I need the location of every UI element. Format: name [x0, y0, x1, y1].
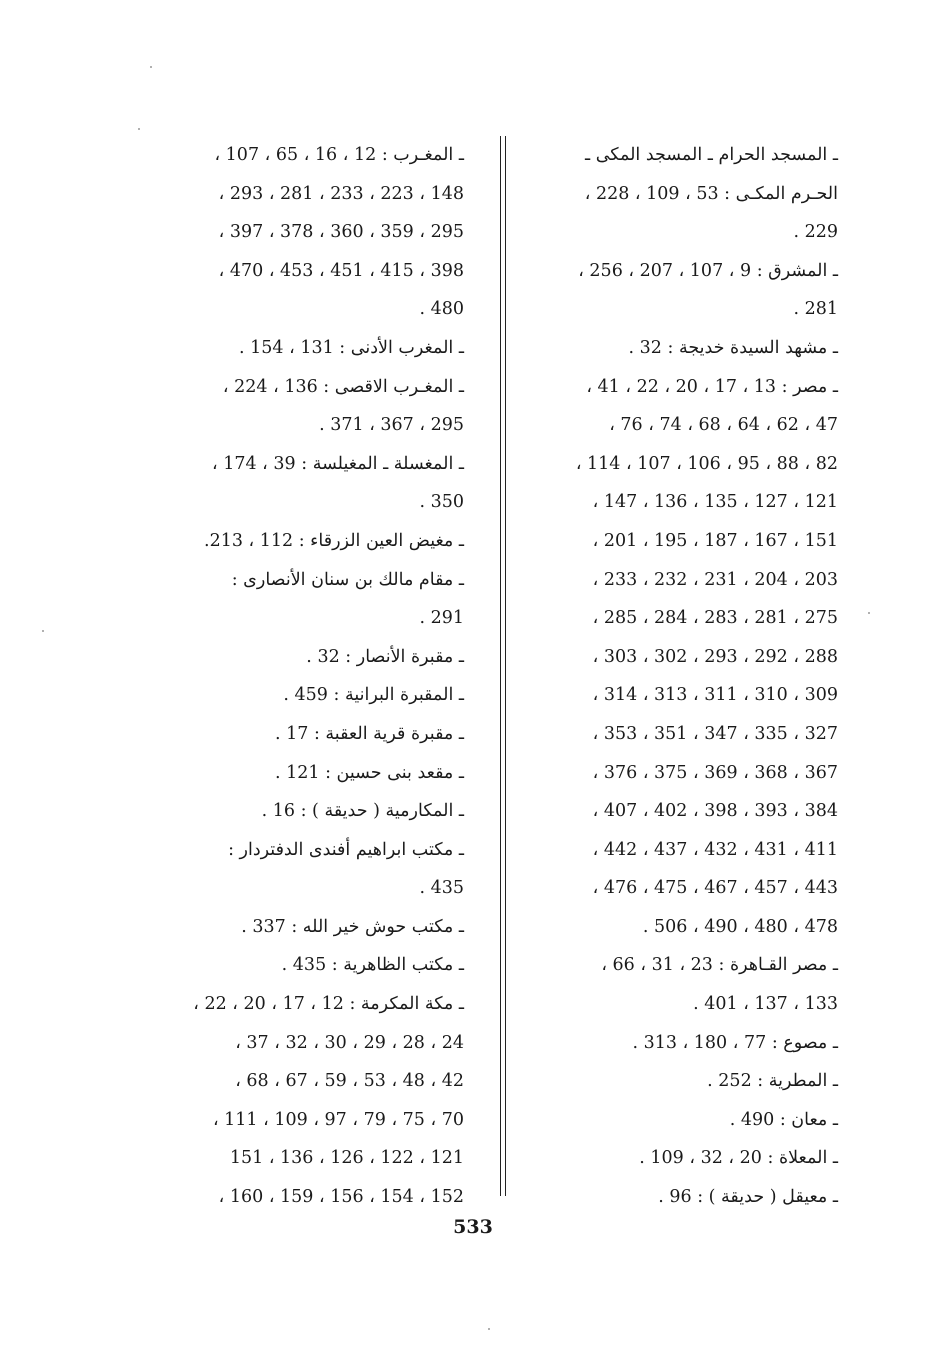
index-line: ـ معان : 490 .: [729, 1109, 838, 1130]
index-line: 435 .: [419, 878, 464, 899]
index-line: ـ مكتب الظاهرية : 435 .: [281, 955, 464, 976]
index-line: 275 ، 281 ، 283 ، 284 ، 285 ،: [592, 608, 838, 629]
scan-speck: [150, 66, 152, 68]
index-line: 443 ، 457 ، 467 ، 475 ، 476 ،: [592, 878, 838, 899]
index-line: ـ مقعد بنى حسين : 121 .: [274, 762, 464, 783]
index-line: 47 ، 62 ، 64 ، 68 ، 74 ، 76 ،: [609, 415, 838, 436]
scan-speck: [42, 630, 44, 632]
index-line: 121 ، 127 ، 135 ، 136 ، 147 ،: [592, 492, 838, 513]
index-line: 42 ، 48 ، 53 ، 59 ، 67 ، 68 ،: [235, 1071, 464, 1092]
index-line: 480 .: [419, 299, 464, 320]
index-line: ـ معيقل ( حديقة ) : 96 .: [658, 1187, 838, 1208]
index-line: ـ مكة المكرمة : 12 ، 17 ، 20 ، 22 ،: [193, 994, 464, 1015]
index-line: ـ المغـرب : 12 ، 16 ، 65 ، 107 ،: [214, 145, 464, 165]
index-line: ـ مغيض العين الزرقاء : 112 ، 213.: [203, 530, 464, 551]
index-line: ـ مصر القـاهرة : 23 ، 31 ، 66 ،: [601, 955, 838, 976]
index-line: 411 ، 431 ، 432 ، 437 ، 442 ،: [592, 839, 838, 860]
index-line: ـ المشرق : 9 ، 107 ، 207 ، 256 ،: [578, 260, 838, 281]
scan-speck: [868, 612, 870, 614]
index-line: 82 ، 88 ، 95 ، 106 ، 107 ، 114 ،: [575, 453, 838, 474]
index-line: 148 ، 223 ، 233 ، 281 ، 293 ،: [218, 183, 464, 204]
index-line: 152 ، 154 ، 156 ، 159 ، 160 ،: [218, 1187, 464, 1208]
index-line: 367 ، 368 ، 369 ، 375 ، 376 ،: [592, 762, 838, 783]
index-line: ـ المغسلة ـ المغيلسة : 39 ، 174 ،: [211, 453, 464, 474]
index-line: ـ مكتب حوش خير الله : 337 .: [241, 916, 464, 937]
column-divider-line: [500, 136, 501, 1196]
index-line: 133 ، 137 ، 401 .: [693, 994, 838, 1015]
scan-speck: [138, 128, 140, 130]
index-line: 295 ، 367 ، 371 .: [319, 415, 464, 436]
index-line: 288 ، 292 ، 293 ، 302 ، 303 ،: [592, 646, 838, 667]
index-line: ـ مقبرة الأنصار : 32 .: [306, 646, 464, 667]
index-line: 151 ، 167 ، 187 ، 195 ، 201 ،: [592, 530, 838, 551]
index-line: ـ المعلاة : 20 ، 32 ، 109 .: [639, 1148, 838, 1169]
index-line: ـ مشهد السيدة خديجة : 32 .: [628, 337, 838, 358]
index-line: ـ مقام مالك بن سنان الأنصارى :: [231, 569, 464, 590]
index-line: 327 ، 335 ، 347 ، 351 ، 353 ،: [592, 723, 838, 744]
index-line: ـ مكتب ابراهيم أفندى الدفتردار :: [228, 839, 464, 860]
index-line: 229 .: [793, 222, 838, 243]
index-line: ـ مقبرة قرية العقبة : 17 .: [274, 723, 464, 744]
index-line: 384 ، 393 ، 398 ، 402 ، 407 ،: [592, 801, 838, 822]
index-column-left: [164, 136, 464, 1217]
page-number: 533: [453, 1216, 493, 1238]
index-line: 70 ، 75 ، 79 ، 97 ، 109 ، 111 ،: [212, 1109, 464, 1130]
column-divider-line: [505, 136, 506, 1196]
index-column-right: [536, 136, 838, 1217]
index-line: ـ المغرب الأدنى : 131 ، 154 .: [239, 337, 464, 358]
scan-speck: [488, 1328, 490, 1330]
index-line: 309 ، 310 ، 311 ، 313 ، 314 ،: [592, 685, 838, 706]
index-line: 295 ، 359 ، 360 ، 378 ، 397 ،: [218, 222, 464, 243]
index-line: ـ المغـرب الاقصى : 136 ، 224 ،: [222, 376, 464, 397]
index-line: 24 ، 28 ، 29 ، 30 ، 32 ، 37 ،: [235, 1032, 464, 1053]
index-line: 291 .: [419, 608, 464, 629]
index-line: 121 ، 122 ، 126 ، 136 ، 151: [229, 1148, 464, 1169]
index-line: 350 .: [419, 492, 464, 513]
index-line: 478 ، 480 ، 490 ، 506 .: [642, 916, 838, 937]
index-line: 281 .: [793, 299, 838, 320]
index-line: الحـرم المكـى : 53 ، 109 ، 228 ،: [584, 183, 838, 204]
index-line: ـ المطرية : 252 .: [707, 1071, 838, 1092]
index-line: ـ مصر : 13 ، 17 ، 20 ، 22 ، 41 ،: [586, 376, 838, 397]
index-line: ـ المسجد الحرام ـ المسجد المكى ـ: [585, 145, 838, 165]
index-line: ـ مصوع : 77 ، 180 ، 313 .: [632, 1032, 838, 1053]
index-line: ـ المكارمية ( حديقة ) : 16 .: [261, 801, 464, 822]
index-line: 398 ، 415 ، 451 ، 453 ، 470 ،: [218, 260, 464, 281]
index-line: 203 ، 204 ، 231 ، 232 ، 233 ،: [592, 569, 838, 590]
index-line: ـ المقبرة البرانية : 459 .: [283, 685, 464, 706]
